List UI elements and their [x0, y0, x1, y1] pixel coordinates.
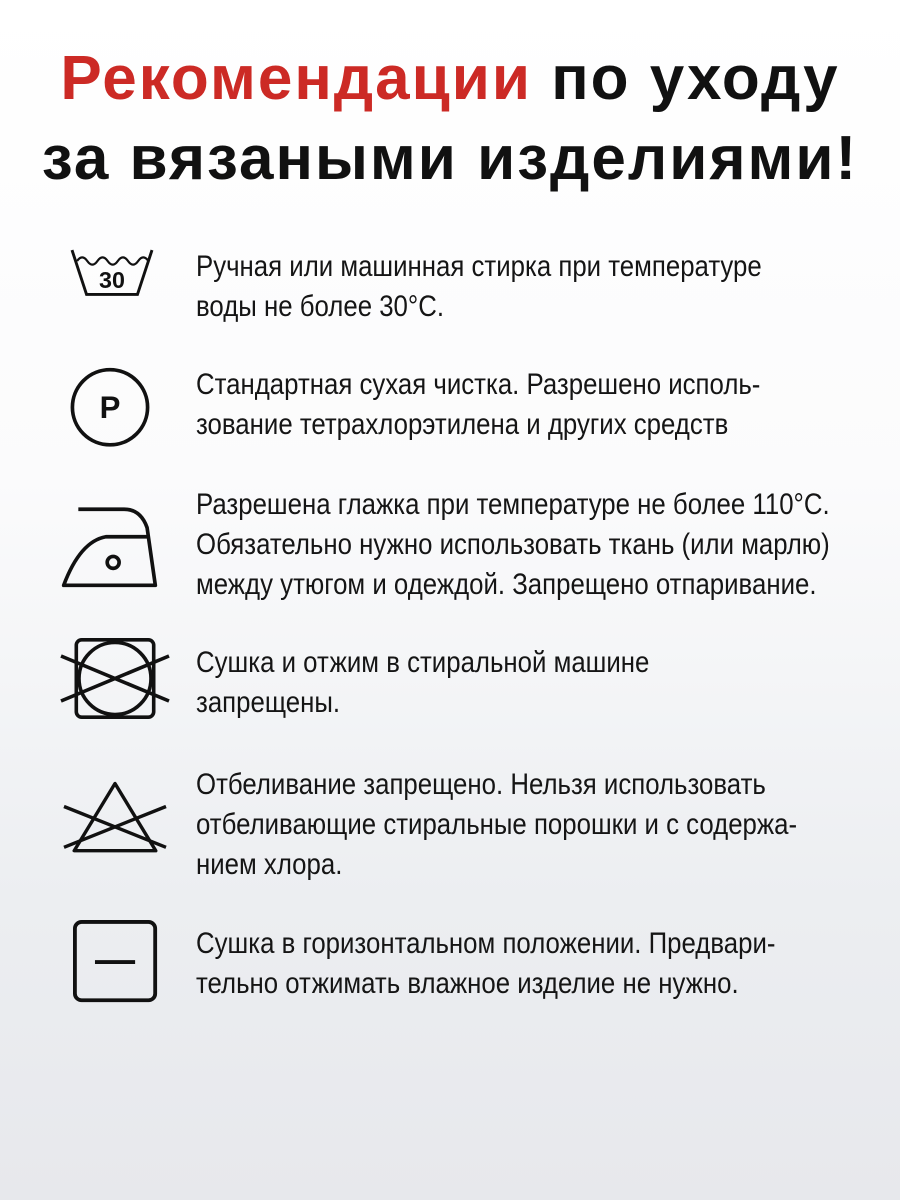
- text-line: запрещены.: [196, 686, 341, 719]
- text-line: отбеливающие стиральные порошки и с содержа-: [196, 808, 798, 841]
- dry-clean-p-icon: [55, 360, 165, 460]
- text-line: зование тетрахлорэтилена и других средств: [196, 408, 729, 441]
- wash-temperature: 30: [99, 266, 125, 293]
- text-line: Ручная или машинная стирка при температуре: [196, 250, 762, 283]
- text-line: тельно отжимать влажное изделие не нужно.: [196, 967, 739, 1000]
- text-line: нием хлора.: [196, 848, 343, 881]
- care-item-text: [196, 247, 762, 327]
- dry-flat-icon: [73, 920, 159, 1006]
- text-line: Обязательно нужно использовать ткань (или марлю): [196, 528, 830, 561]
- care-item-text: [196, 365, 760, 445]
- text-line: Отбеливание запрещено. Нельзя использовать: [196, 768, 766, 801]
- no-bleach-icon: [55, 781, 175, 866]
- text-line: воды не более 30°С.: [196, 290, 445, 323]
- text-line: Разрешена глажка при температуре не более 110°С.: [196, 488, 830, 521]
- text-line: Сушка в горизонтальном положении. Предвари-: [196, 927, 776, 960]
- care-item-text: [196, 643, 649, 723]
- no-tumble-dry-icon: [55, 638, 175, 728]
- wash-30-icon: [52, 245, 172, 325]
- dry-clean-letter: P: [99, 390, 121, 426]
- iron-low-icon: [60, 503, 170, 598]
- title-line1-rest: по уходу: [531, 44, 840, 113]
- care-item-text: [196, 924, 775, 1004]
- text-line: Сушка и отжим в стиральной машине: [196, 646, 650, 679]
- text-line: между утюгом и одеждой. Запрещено отпаривание.: [196, 568, 817, 601]
- page-title: [0, 44, 900, 114]
- page-title-line2: за вязаными изделиями!: [41, 124, 859, 193]
- care-item-text: [196, 765, 797, 885]
- care-item-text: [196, 485, 830, 605]
- title-highlight: Рекомендации: [60, 44, 532, 113]
- text-line: Стандартная сухая чистка. Разрешено исполь-: [196, 368, 761, 401]
